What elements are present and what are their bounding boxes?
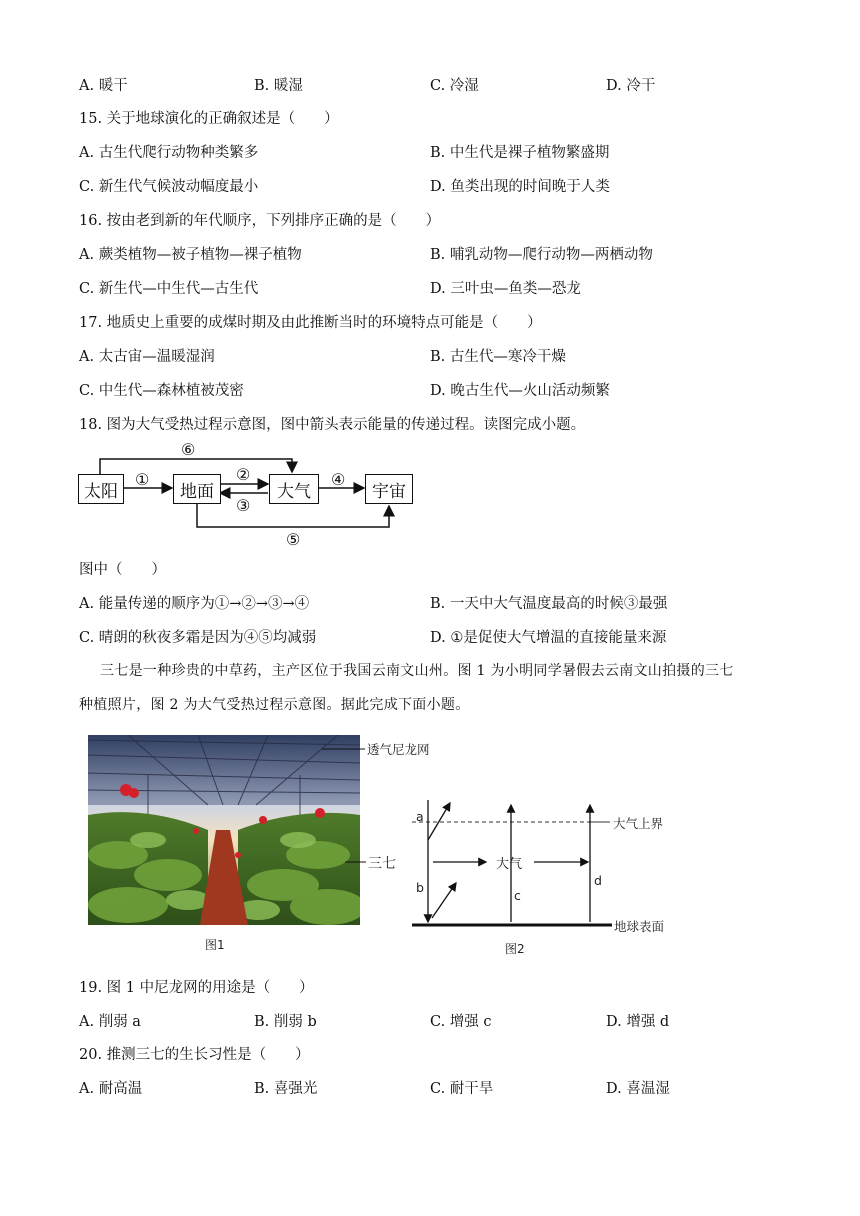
sanqi-photo xyxy=(88,735,360,925)
arrow-5 xyxy=(197,503,389,527)
arrow-a-reflect xyxy=(428,803,450,840)
q15-option-c: C. 新生代气候波动幅度最小 xyxy=(79,179,259,195)
figure-1-caption: 图1 xyxy=(205,938,225,952)
label-5: ⑤ xyxy=(286,530,301,549)
q14-option-b: B. 暖湿 xyxy=(254,78,303,94)
q17-option-d: D. 晚古生代—火山活动频繁 xyxy=(430,383,610,399)
q18-sub-stem: 图中（ ） xyxy=(79,562,166,578)
q19-option-c: C. 增强 c xyxy=(430,1014,492,1030)
q19-option-d: D. 增强 d xyxy=(606,1014,670,1030)
q16-option-b: B. 哺乳动物—爬行动物—两栖动物 xyxy=(430,247,653,263)
q16-option-d: D. 三叶虫—鱼类—恐龙 xyxy=(430,281,581,297)
fig2-label-a: a xyxy=(416,809,424,824)
q14-option-d: D. 冷干 xyxy=(606,78,656,94)
callout-nylon-net: 透气尼龙网 xyxy=(367,742,430,757)
fig2-label-earth-surface: 地球表面 xyxy=(614,919,665,934)
box-sun: 太阳 xyxy=(78,474,124,504)
box-atmosphere: 大气 xyxy=(269,474,319,504)
intro-line-2: 种植照片，图 2 为大气受热过程示意图。据此完成下面小题。 xyxy=(79,697,470,713)
figure-2-caption: 图2 xyxy=(505,942,525,956)
box-ground: 地面 xyxy=(173,474,221,504)
box-universe: 宇宙 xyxy=(365,474,413,504)
q20-option-d: D. 喜温湿 xyxy=(606,1081,670,1097)
label-6: ⑥ xyxy=(181,440,196,459)
q17-option-a: A. 太古宙—温暖湿润 xyxy=(79,349,215,365)
q15-stem: 15. 关于地球演化的正确叙述是（ ） xyxy=(79,111,339,127)
fig2-label-b: b xyxy=(416,880,424,895)
q20-option-a: A. 耐高温 xyxy=(79,1081,143,1097)
q19-option-b: B. 削弱 b xyxy=(254,1014,317,1030)
label-3: ③ xyxy=(236,496,251,515)
q18-option-a: A. 能量传递的顺序为①→②→③→④ xyxy=(79,596,310,612)
q20-option-b: B. 喜强光 xyxy=(254,1081,318,1097)
q19-option-a: A. 削弱 a xyxy=(79,1014,141,1030)
intro-line-1: 三七是一种珍贵的中草药，主产区位于我国云南文山州。图 1 为小明同学暑假去云南文山拍摄的三七 xyxy=(100,663,734,679)
label-1: ① xyxy=(135,470,150,489)
q17-option-b: B. 古生代—寒冷干燥 xyxy=(430,349,566,365)
q15-option-a: A. 古生代爬行动物种类繁多 xyxy=(79,145,259,161)
q16-stem: 16. 按由老到新的年代顺序，下列排序正确的是（ ） xyxy=(79,213,441,229)
figure-1 xyxy=(88,735,360,925)
q17-stem: 17. 地质史上重要的成煤时期及由此推断当时的环境特点可能是（ ） xyxy=(79,315,542,331)
q18-option-c: C. 晴朗的秋夜多霜是因为④⑤均减弱 xyxy=(79,630,317,646)
fig2-label-top-of-atmosphere: 大气上界 xyxy=(613,816,664,831)
fig2-label-d: d xyxy=(594,873,602,888)
fig2-label-atmosphere: 大气 xyxy=(496,857,523,872)
q18-stem: 18. 图为大气受热过程示意图，图中箭头表示能量的传递过程。读图完成小题。 xyxy=(79,417,586,433)
fig2-label-c: c xyxy=(514,888,521,903)
q15-option-b: B. 中生代是裸子植物繁盛期 xyxy=(430,145,610,161)
q14-option-a: A. 暖干 xyxy=(79,78,128,94)
q14-option-c: C. 冷湿 xyxy=(430,78,479,94)
arrow-ground-reflect xyxy=(432,883,456,918)
q20-option-c: C. 耐干旱 xyxy=(430,1081,494,1097)
q18-option-b: B. 一天中大气温度最高的时候③最强 xyxy=(430,596,668,612)
label-2: ② xyxy=(236,465,251,484)
callout-sanqi: 三七 xyxy=(368,856,396,872)
q20-stem: 20. 推测三七的生长习性是（ ） xyxy=(79,1047,310,1063)
q17-option-c: C. 中生代—森林植被茂密 xyxy=(79,383,244,399)
label-4: ④ xyxy=(331,470,346,489)
q18-option-d: D. ①是促使大气增温的直接能量来源 xyxy=(430,630,667,646)
q19-stem: 19. 图 1 中尼龙网的用途是（ ） xyxy=(79,980,314,996)
q16-option-a: A. 蕨类植物—被子植物—裸子植物 xyxy=(79,247,302,263)
q16-option-c: C. 新生代—中生代—古生代 xyxy=(79,281,259,297)
q15-option-d: D. 鱼类出现的时间晚于人类 xyxy=(430,179,610,195)
arrow-6 xyxy=(100,459,292,474)
